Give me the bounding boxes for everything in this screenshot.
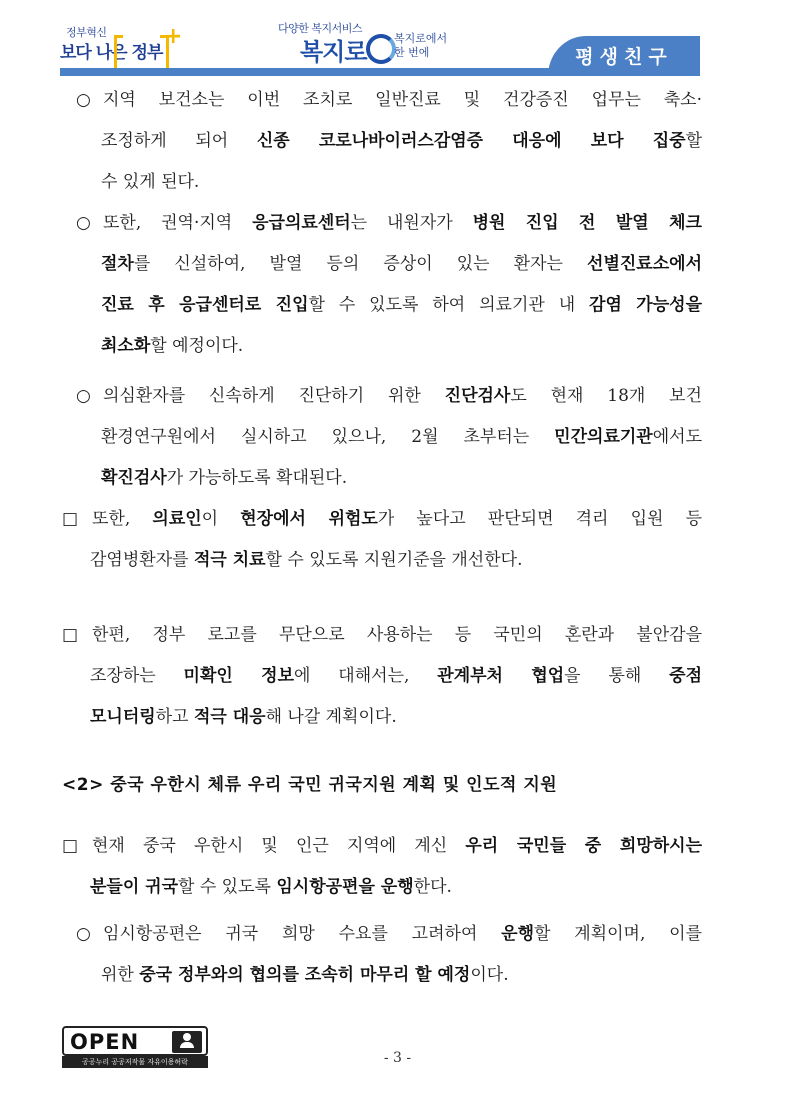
header-tab bbox=[548, 36, 700, 76]
paragraph-line: 한편, 정부 로고를 무단으로 사용하는 등 국민의 혼란과 불안감을 bbox=[92, 625, 702, 645]
logo1-small-text: 정부혁신 bbox=[66, 26, 107, 39]
paragraph-line: 지역 보건소는 이번 조치로 일반진료 및 건강증진 업무는 축소· bbox=[103, 90, 702, 110]
paragraph-line: 또한, 의료인이 현장에서 위험도가 높다고 판단되면 격리 입원 등 bbox=[92, 509, 703, 529]
paragraph-line: 최소화할 예정이다. bbox=[101, 336, 244, 356]
paragraph-bullet: ○ bbox=[76, 924, 91, 944]
paragraph-bullet: □ bbox=[62, 509, 79, 529]
open-badge-strip: 공공누리 공공저작물 자유이용허락 bbox=[62, 1056, 208, 1068]
header-tab-label: 평생친구 bbox=[575, 46, 673, 68]
paragraph-bullet: □ bbox=[62, 836, 79, 856]
section-heading: <2> 중국 우한시 체류 우리 국민 귀국지원 계획 및 인도적 지원 bbox=[62, 775, 558, 795]
paragraph-line: 위한 중국 정부와의 협의를 조속히 마무리 할 예정이다. bbox=[101, 965, 509, 985]
paragraph-line: 수 있게 된다. bbox=[101, 172, 200, 192]
paragraph-bullet: ○ bbox=[76, 90, 91, 110]
paragraph-line: 모니터링하고 적극 대응해 나갈 계획이다. bbox=[90, 707, 397, 727]
paragraph-line: 임시항공편은 귀국 희망 수요를 고려하여 운행할 계획이며, 이를 bbox=[103, 924, 702, 944]
page-number: - 3 - bbox=[383, 1050, 412, 1066]
paragraph-line: 또한, 권역·지역 응급의료센터는 내원자가 병원 진입 전 발열 체크 bbox=[103, 213, 702, 233]
open-badge-label: OPEN bbox=[70, 1030, 140, 1054]
paragraph-bullet: ○ bbox=[76, 213, 91, 233]
paragraph-line: 조장하는 미확인 정보에 대해서는, 관계부처 협업을 통해 중점 bbox=[90, 666, 703, 686]
logo2-main-text: 복지로 bbox=[300, 38, 367, 66]
logo2-ring-icon bbox=[366, 34, 396, 64]
logo-plus-icon: + bbox=[164, 24, 183, 49]
logo1-main-text: 보다 나은 정부 bbox=[60, 43, 163, 63]
paragraph-line: 현재 중국 우한시 및 인근 지역에 계신 우리 국민들 중 희망하시는 bbox=[92, 836, 703, 856]
paragraph-bullet: ○ bbox=[76, 386, 91, 406]
paragraph-line: 조정하게 되어 신종 코로나바이러스감염증 대응에 보다 집중할 bbox=[101, 131, 702, 151]
paragraph-bullet: □ bbox=[62, 625, 79, 645]
government-innovation-logo bbox=[60, 22, 183, 68]
paragraph-line: 진료 후 응급센터로 진입할 수 있도록 하여 의료기관 내 감염 가능성을 bbox=[101, 295, 702, 315]
page-header bbox=[0, 0, 795, 80]
paragraph-line: 감염병환자를 적극 치료할 수 있도록 지원기준을 개선한다. bbox=[90, 550, 523, 570]
paragraph-line: 절차를 신설하여, 발열 등의 증상이 있는 환자는 선별진료소에서 bbox=[101, 254, 702, 274]
paragraph-line: 환경연구원에서 실시하고 있으나, 2월 초부터는 민간의료기관에서도 bbox=[101, 427, 702, 447]
paragraph-line: 의심환자를 신속하게 진단하기 위한 진단검사도 현재 18개 보건 bbox=[103, 386, 702, 406]
paragraph-line: 확진검사가 가능하도록 확대된다. bbox=[101, 468, 348, 488]
logo2-top-text: 다양한 복지서비스 bbox=[278, 22, 363, 35]
logo2-side-text: 복지로에서 한 번에 bbox=[394, 32, 448, 59]
bokjiro-logo bbox=[278, 20, 458, 70]
paragraph-line: 분들이 귀국할 수 있도록 임시항공편을 운행한다. bbox=[90, 877, 452, 897]
